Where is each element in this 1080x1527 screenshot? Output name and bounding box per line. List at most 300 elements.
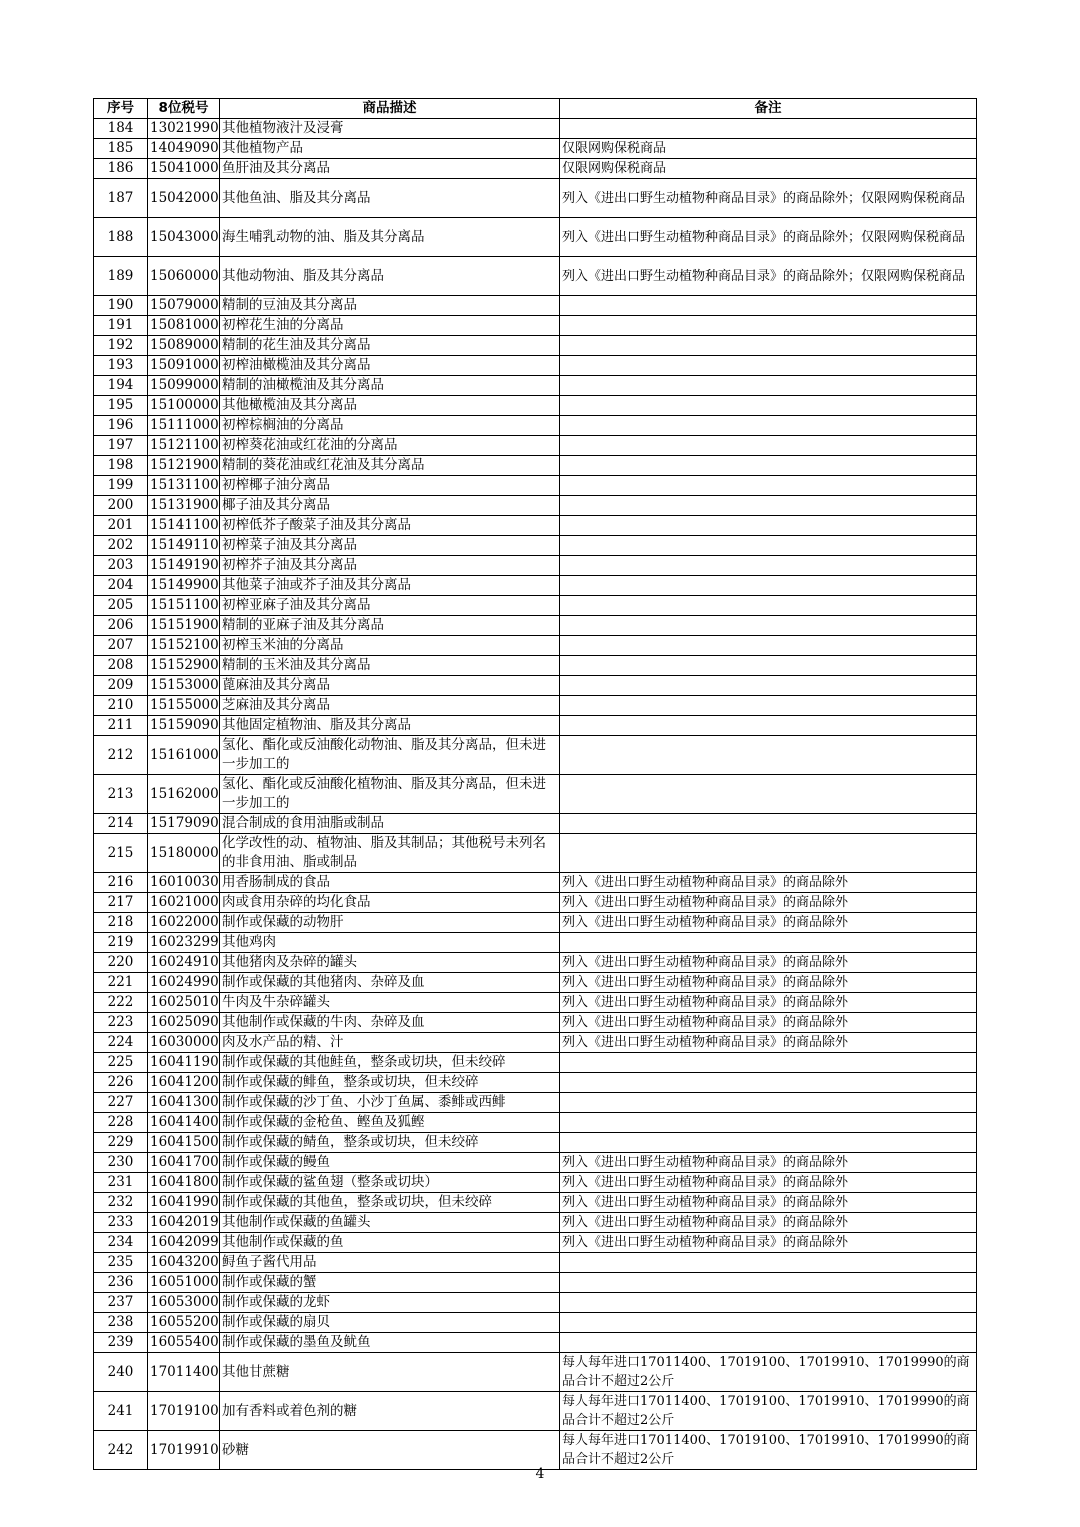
cell-note: 列入《进出口野生动植物种商品目录》的商品除外: [560, 1193, 977, 1213]
cell-description: 初榨油橄榄油及其分离品: [220, 356, 560, 376]
cell-description: 初榨葵花油或红花油的分离品: [220, 436, 560, 456]
table-row: [94, 1153, 977, 1173]
table-row: [94, 536, 977, 556]
cell-note: 列入《进出口野生动植物种商品目录》的商品除外；仅限网购保税商品: [560, 218, 977, 257]
table-row: [94, 1293, 977, 1313]
cell-seq: 193: [94, 356, 148, 376]
cell-seq: 207: [94, 636, 148, 656]
table-row: [94, 716, 977, 736]
cell-code: 16041300: [148, 1093, 220, 1113]
cell-seq: 195: [94, 396, 148, 416]
cell-description: 精制的玉米油及其分离品: [220, 656, 560, 676]
cell-description: 制作或保藏的鳗鱼: [220, 1153, 560, 1173]
cell-note: 列入《进出口野生动植物种商品目录》的商品除外: [560, 913, 977, 933]
cell-seq: 212: [94, 736, 148, 775]
cell-code: 15162000: [148, 775, 220, 814]
cell-seq: 198: [94, 456, 148, 476]
cell-code: 16055200: [148, 1313, 220, 1333]
cell-description: 制作或保藏的鲭鱼，整条或切块，但未绞碎: [220, 1133, 560, 1153]
cell-seq: 201: [94, 516, 148, 536]
cell-note: [560, 336, 977, 356]
cell-code: 15152100: [148, 636, 220, 656]
cell-note: [560, 119, 977, 139]
cell-seq: 203: [94, 556, 148, 576]
cell-code: 15100000: [148, 396, 220, 416]
cell-description: 初榨低芥子酸菜子油及其分离品: [220, 516, 560, 536]
table-row: [94, 1333, 977, 1353]
cell-note: 仅限网购保税商品: [560, 139, 977, 159]
cell-description: 其他猪肉及杂碎的罐头: [220, 953, 560, 973]
cell-code: 15161000: [148, 736, 220, 775]
cell-description: 初榨亚麻子油及其分离品: [220, 596, 560, 616]
cell-description: 鲟鱼子酱代用品: [220, 1253, 560, 1273]
cell-code: 16041800: [148, 1173, 220, 1193]
cell-seq: 224: [94, 1033, 148, 1053]
table-row: [94, 159, 977, 179]
cell-code: 15121900: [148, 456, 220, 476]
cell-code: 15042000: [148, 179, 220, 218]
cell-description: 制作或保藏的动物肝: [220, 913, 560, 933]
cell-code: 16025090: [148, 1013, 220, 1033]
cell-note: [560, 376, 977, 396]
cell-description: 制作或保藏的鲱鱼，整条或切块，但未绞碎: [220, 1073, 560, 1093]
table-row: [94, 476, 977, 496]
cell-note: [560, 696, 977, 716]
cell-seq: 229: [94, 1133, 148, 1153]
table-row: [94, 1213, 977, 1233]
cell-note: [560, 1293, 977, 1313]
cell-seq: 192: [94, 336, 148, 356]
cell-description: 化学改性的动、植物油、脂及其制品；其他税号未列名的非食用油、脂或制品: [220, 834, 560, 873]
cell-description: 其他制作或保藏的鱼: [220, 1233, 560, 1253]
cell-description: 初榨椰子油分离品: [220, 476, 560, 496]
cell-code: 15155000: [148, 696, 220, 716]
cell-code: 15149900: [148, 576, 220, 596]
cell-description: 其他鱼油、脂及其分离品: [220, 179, 560, 218]
cell-seq: 236: [94, 1273, 148, 1293]
cell-code: 16041200: [148, 1073, 220, 1093]
table-row: [94, 416, 977, 436]
cell-note: 仅限网购保税商品: [560, 159, 977, 179]
cell-note: 每人每年进口17011400、17019100、17019910、17019990的商品合计不超过2公斤: [560, 1353, 977, 1392]
table-row: [94, 576, 977, 596]
cell-code: 16041400: [148, 1113, 220, 1133]
cell-code: 16042099: [148, 1233, 220, 1253]
cell-seq: 211: [94, 716, 148, 736]
table-row: [94, 913, 977, 933]
cell-description: 其他植物产品: [220, 139, 560, 159]
cell-description: 牛肉及牛杂碎罐头: [220, 993, 560, 1013]
cell-note: [560, 1073, 977, 1093]
cell-seq: 204: [94, 576, 148, 596]
cell-code: 15091000: [148, 356, 220, 376]
cell-note: 每人每年进口17011400、17019100、17019910、17019990的商品合计不超过2公斤: [560, 1431, 977, 1470]
cell-code: 16024910: [148, 953, 220, 973]
cell-note: 列入《进出口野生动植物种商品目录》的商品除外: [560, 1213, 977, 1233]
table-row: [94, 973, 977, 993]
cell-description: 砂糖: [220, 1431, 560, 1470]
cell-note: [560, 736, 977, 775]
table-row: [94, 1273, 977, 1293]
cell-code: 15041000: [148, 159, 220, 179]
cell-seq: 186: [94, 159, 148, 179]
table-row: [94, 1431, 977, 1470]
cell-code: 15131100: [148, 476, 220, 496]
cell-code: 17011400: [148, 1353, 220, 1392]
cell-note: [560, 496, 977, 516]
cell-description: 制作或保藏的金枪鱼、鲣鱼及狐鲣: [220, 1113, 560, 1133]
cell-seq: 235: [94, 1253, 148, 1273]
tariff-table: [93, 98, 977, 1470]
cell-code: 16053000: [148, 1293, 220, 1313]
cell-note: 列入《进出口野生动植物种商品目录》的商品除外；仅限网购保税商品: [560, 179, 977, 218]
table-row: [94, 616, 977, 636]
cell-code: 15149110: [148, 536, 220, 556]
cell-description: 制作或保藏的其他鱼，整条或切块，但未绞碎: [220, 1193, 560, 1213]
table-row: [94, 257, 977, 296]
cell-seq: 208: [94, 656, 148, 676]
cell-code: 15060000: [148, 257, 220, 296]
cell-code: 15151100: [148, 596, 220, 616]
cell-code: 15081000: [148, 316, 220, 336]
cell-code: 15151900: [148, 616, 220, 636]
table-row: [94, 775, 977, 814]
cell-seq: 232: [94, 1193, 148, 1213]
cell-note: [560, 1333, 977, 1353]
table-header-row: [94, 99, 977, 119]
cell-description: 蓖麻油及其分离品: [220, 676, 560, 696]
table-row: [94, 953, 977, 973]
cell-code: 16025010: [148, 993, 220, 1013]
cell-description: 精制的油橄榄油及其分离品: [220, 376, 560, 396]
cell-seq: 187: [94, 179, 148, 218]
cell-note: [560, 616, 977, 636]
table-row: [94, 1013, 977, 1033]
table-row: [94, 1173, 977, 1193]
table-row: [94, 336, 977, 356]
table-row: [94, 456, 977, 476]
cell-note: [560, 933, 977, 953]
cell-description: 其他固定植物油、脂及其分离品: [220, 716, 560, 736]
table-row: [94, 119, 977, 139]
cell-seq: 202: [94, 536, 148, 556]
table-row: [94, 656, 977, 676]
cell-code: 15089000: [148, 336, 220, 356]
cell-code: 13021990: [148, 119, 220, 139]
cell-description: 混合制成的食用油脂或制品: [220, 814, 560, 834]
cell-code: 16055400: [148, 1333, 220, 1353]
cell-note: [560, 636, 977, 656]
cell-description: 精制的花生油及其分离品: [220, 336, 560, 356]
cell-note: 列入《进出口野生动植物种商品目录》的商品除外: [560, 873, 977, 893]
cell-seq: 199: [94, 476, 148, 496]
cell-code: 16051000: [148, 1273, 220, 1293]
cell-seq: 213: [94, 775, 148, 814]
cell-description: 制作或保藏的龙虾: [220, 1293, 560, 1313]
table-row: [94, 873, 977, 893]
table-row: [94, 993, 977, 1013]
cell-seq: 222: [94, 993, 148, 1013]
cell-code: 15079000: [148, 296, 220, 316]
cell-seq: 219: [94, 933, 148, 953]
cell-code: 16022000: [148, 913, 220, 933]
cell-seq: 217: [94, 893, 148, 913]
cell-seq: 197: [94, 436, 148, 456]
cell-seq: 214: [94, 814, 148, 834]
table-row: [94, 376, 977, 396]
table-row: [94, 1313, 977, 1333]
cell-code: 16030000: [148, 1033, 220, 1053]
cell-seq: 184: [94, 119, 148, 139]
table-row: [94, 1133, 977, 1153]
cell-code: 15153000: [148, 676, 220, 696]
cell-seq: 216: [94, 873, 148, 893]
table-row: [94, 1033, 977, 1053]
cell-note: 列入《进出口野生动植物种商品目录》的商品除外: [560, 1173, 977, 1193]
cell-code: 16041990: [148, 1193, 220, 1213]
cell-code: 15159090: [148, 716, 220, 736]
table-row: [94, 436, 977, 456]
cell-note: 每人每年进口17011400、17019100、17019910、17019990的商品合计不超过2公斤: [560, 1392, 977, 1431]
table-row: [94, 636, 977, 656]
cell-seq: 221: [94, 973, 148, 993]
cell-description: 肉及水产品的精、汁: [220, 1033, 560, 1053]
cell-code: 15111000: [148, 416, 220, 436]
cell-code: 15180000: [148, 834, 220, 873]
table-row: [94, 1113, 977, 1133]
cell-code: 16042019: [148, 1213, 220, 1233]
table-row: [94, 1093, 977, 1113]
cell-note: 列入《进出口野生动植物种商品目录》的商品除外: [560, 1033, 977, 1053]
cell-description: 制作或保藏的蟹: [220, 1273, 560, 1293]
cell-seq: 242: [94, 1431, 148, 1470]
table-row: [94, 1053, 977, 1073]
table-row: [94, 696, 977, 716]
cell-code: 16043200: [148, 1253, 220, 1273]
cell-seq: 240: [94, 1353, 148, 1392]
cell-description: 用香肠制成的食品: [220, 873, 560, 893]
table-row: [94, 1193, 977, 1213]
cell-note: 列入《进出口野生动植物种商品目录》的商品除外: [560, 953, 977, 973]
cell-description: 精制的亚麻子油及其分离品: [220, 616, 560, 636]
header-code: 8位税号: [148, 99, 220, 119]
cell-description: 其他鸡肉: [220, 933, 560, 953]
cell-note: [560, 556, 977, 576]
header-note: 备注: [560, 99, 977, 119]
cell-seq: 223: [94, 1013, 148, 1033]
cell-seq: 238: [94, 1313, 148, 1333]
cell-note: 列入《进出口野生动植物种商品目录》的商品除外: [560, 1013, 977, 1033]
cell-seq: 205: [94, 596, 148, 616]
cell-description: 制作或保藏的沙丁鱼、小沙丁鱼属、黍鲱或西鲱: [220, 1093, 560, 1113]
table-row: [94, 139, 977, 159]
cell-note: 列入《进出口野生动植物种商品目录》的商品除外: [560, 1233, 977, 1253]
cell-code: 16041700: [148, 1153, 220, 1173]
table-row: [94, 596, 977, 616]
cell-note: [560, 1133, 977, 1153]
cell-description: 制作或保藏的其他猪肉、杂碎及血: [220, 973, 560, 993]
cell-seq: 210: [94, 696, 148, 716]
cell-code: 15099000: [148, 376, 220, 396]
cell-description: 其他制作或保藏的鱼罐头: [220, 1213, 560, 1233]
cell-note: [560, 814, 977, 834]
table-row: [94, 834, 977, 873]
cell-description: 芝麻油及其分离品: [220, 696, 560, 716]
cell-note: [560, 1273, 977, 1293]
cell-description: 制作或保藏的墨鱼及鱿鱼: [220, 1333, 560, 1353]
cell-code: 17019100: [148, 1392, 220, 1431]
table-row: [94, 516, 977, 536]
cell-code: 16041500: [148, 1133, 220, 1153]
cell-description: 初榨菜子油及其分离品: [220, 536, 560, 556]
table-row: [94, 1233, 977, 1253]
cell-note: [560, 1313, 977, 1333]
cell-code: 15149190: [148, 556, 220, 576]
cell-seq: 226: [94, 1073, 148, 1093]
table-row: [94, 1073, 977, 1093]
cell-code: 15152900: [148, 656, 220, 676]
table-row: [94, 893, 977, 913]
cell-seq: 239: [94, 1333, 148, 1353]
cell-note: [560, 1113, 977, 1133]
cell-note: [560, 516, 977, 536]
table-row: [94, 296, 977, 316]
cell-note: [560, 536, 977, 556]
cell-note: [560, 656, 977, 676]
cell-seq: 231: [94, 1173, 148, 1193]
table-row: [94, 933, 977, 953]
cell-description: 初榨芥子油及其分离品: [220, 556, 560, 576]
cell-seq: 209: [94, 676, 148, 696]
table-row: [94, 316, 977, 336]
cell-seq: 233: [94, 1213, 148, 1233]
table-row: [94, 736, 977, 775]
cell-seq: 185: [94, 139, 148, 159]
cell-description: 制作或保藏的扇贝: [220, 1313, 560, 1333]
cell-description: 其他制作或保藏的牛肉、杂碎及血: [220, 1013, 560, 1033]
cell-seq: 196: [94, 416, 148, 436]
cell-description: 初榨棕榈油的分离品: [220, 416, 560, 436]
table-row: [94, 676, 977, 696]
cell-code: 16041190: [148, 1053, 220, 1073]
cell-note: [560, 296, 977, 316]
cell-description: 其他橄榄油及其分离品: [220, 396, 560, 416]
cell-note: [560, 476, 977, 496]
cell-seq: 228: [94, 1113, 148, 1133]
cell-description: 肉或食用杂碎的均化食品: [220, 893, 560, 913]
cell-note: [560, 1093, 977, 1113]
cell-description: 制作或保藏的鲨鱼翅（整条或切块）: [220, 1173, 560, 1193]
cell-seq: 191: [94, 316, 148, 336]
cell-seq: 190: [94, 296, 148, 316]
cell-description: 氢化、酯化或反油酸化动物油、脂及其分离品，但未进一步加工的: [220, 736, 560, 775]
cell-description: 初榨花生油的分离品: [220, 316, 560, 336]
cell-note: [560, 356, 977, 376]
cell-code: 15179090: [148, 814, 220, 834]
cell-note: [560, 316, 977, 336]
cell-note: [560, 775, 977, 814]
table-body: [94, 119, 977, 1470]
cell-seq: 218: [94, 913, 148, 933]
cell-note: [560, 436, 977, 456]
cell-description: 其他动物油、脂及其分离品: [220, 257, 560, 296]
table-row: [94, 1253, 977, 1273]
cell-description: 椰子油及其分离品: [220, 496, 560, 516]
cell-seq: 188: [94, 218, 148, 257]
cell-note: 列入《进出口野生动植物种商品目录》的商品除外: [560, 973, 977, 993]
table-row: [94, 396, 977, 416]
cell-note: 列入《进出口野生动植物种商品目录》的商品除外；仅限网购保税商品: [560, 257, 977, 296]
cell-seq: 220: [94, 953, 148, 973]
cell-code: 14049090: [148, 139, 220, 159]
cell-note: [560, 1253, 977, 1273]
cell-note: 列入《进出口野生动植物种商品目录》的商品除外: [560, 993, 977, 1013]
cell-code: 15121100: [148, 436, 220, 456]
cell-code: 16024990: [148, 973, 220, 993]
cell-note: [560, 416, 977, 436]
cell-seq: 234: [94, 1233, 148, 1253]
cell-seq: 241: [94, 1392, 148, 1431]
cell-note: [560, 396, 977, 416]
cell-code: 15131900: [148, 496, 220, 516]
cell-note: [560, 834, 977, 873]
cell-note: [560, 596, 977, 616]
cell-note: 列入《进出口野生动植物种商品目录》的商品除外: [560, 1153, 977, 1173]
cell-code: 16021000: [148, 893, 220, 913]
cell-description: 氢化、酯化或反油酸化植物油、脂及其分离品，但未进一步加工的: [220, 775, 560, 814]
cell-seq: 194: [94, 376, 148, 396]
cell-code: 16023299: [148, 933, 220, 953]
cell-description: 其他甘蔗糖: [220, 1353, 560, 1392]
cell-description: 精制的葵花油或红花油及其分离品: [220, 456, 560, 476]
cell-note: [560, 1053, 977, 1073]
cell-seq: 237: [94, 1293, 148, 1313]
cell-seq: 200: [94, 496, 148, 516]
cell-description: 海生哺乳动物的油、脂及其分离品: [220, 218, 560, 257]
cell-code: 16010030: [148, 873, 220, 893]
table-row: [94, 218, 977, 257]
cell-description: 初榨玉米油的分离品: [220, 636, 560, 656]
cell-note: [560, 456, 977, 476]
cell-code: 15141100: [148, 516, 220, 536]
cell-note: [560, 676, 977, 696]
cell-note: 列入《进出口野生动植物种商品目录》的商品除外: [560, 893, 977, 913]
cell-description: 精制的豆油及其分离品: [220, 296, 560, 316]
cell-description: 鱼肝油及其分离品: [220, 159, 560, 179]
cell-description: 其他植物液汁及浸膏: [220, 119, 560, 139]
cell-seq: 227: [94, 1093, 148, 1113]
cell-description: 其他菜子油或芥子油及其分离品: [220, 576, 560, 596]
table-row: [94, 556, 977, 576]
cell-seq: 189: [94, 257, 148, 296]
cell-description: 制作或保藏的其他鲑鱼，整条或切块，但未绞碎: [220, 1053, 560, 1073]
table-row: [94, 496, 977, 516]
cell-note: [560, 576, 977, 596]
cell-seq: 206: [94, 616, 148, 636]
header-seq: 序号: [94, 99, 148, 119]
header-description: 商品描述: [220, 99, 560, 119]
cell-code: 17019910: [148, 1431, 220, 1470]
table-row: [94, 179, 977, 218]
cell-description: 加有香料或着色剂的糖: [220, 1392, 560, 1431]
page-number: 4: [535, 1466, 545, 1482]
cell-seq: 215: [94, 834, 148, 873]
table-row: [94, 1353, 977, 1392]
cell-code: 15043000: [148, 218, 220, 257]
cell-seq: 230: [94, 1153, 148, 1173]
table-row: [94, 1392, 977, 1431]
table-row: [94, 356, 977, 376]
